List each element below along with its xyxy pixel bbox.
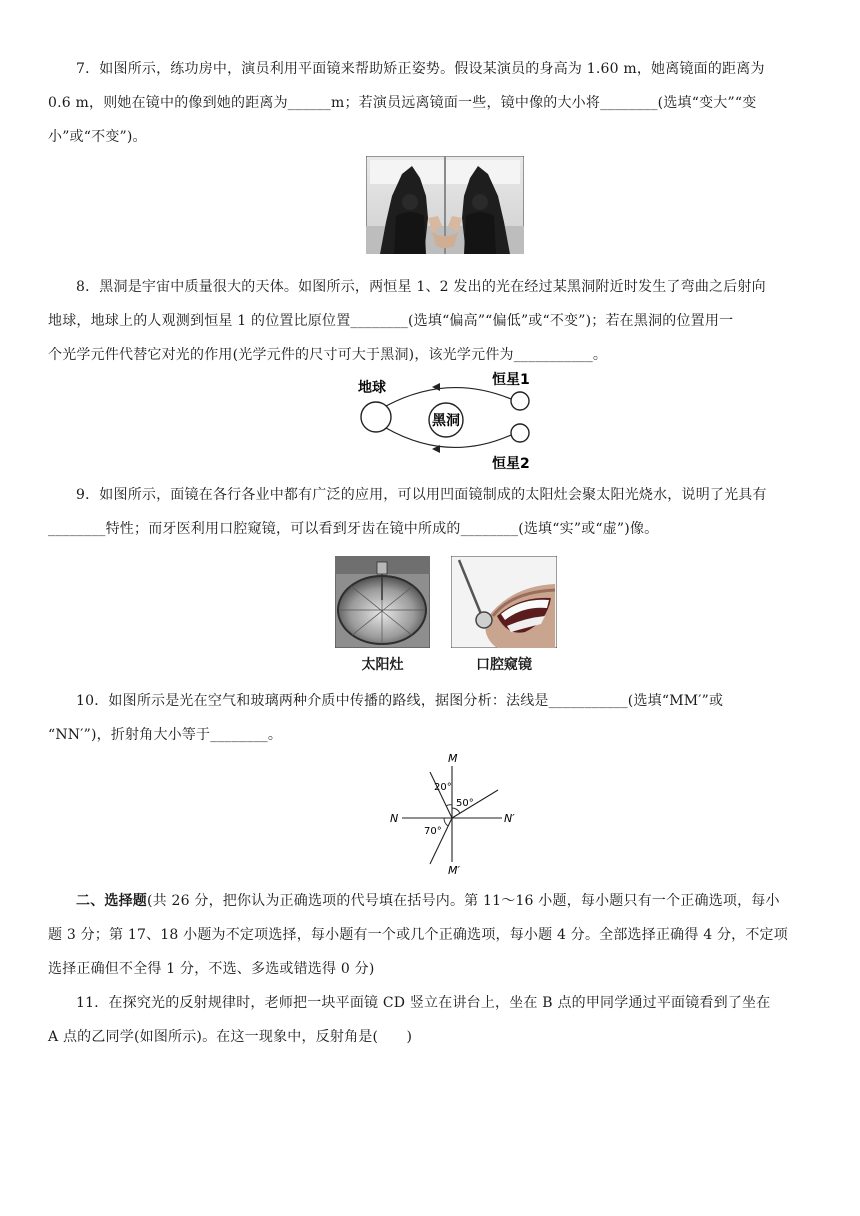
ray-lower-left bbox=[430, 818, 452, 864]
earth-circle bbox=[361, 402, 391, 432]
question-9 bbox=[48, 478, 812, 546]
question-11-line-2: A 点的乙同学(如图所示)。在这一现象中，反射角是( ) bbox=[48, 1029, 413, 1045]
black-hole-label: 黑洞 bbox=[432, 413, 460, 429]
question-7 bbox=[48, 52, 812, 154]
angle-20-label: 20° bbox=[434, 782, 452, 793]
question-10-line-2: “NN′”)，折射角大小等于________。 bbox=[48, 727, 283, 743]
question-8-line-2: 地球，地球上的人观测到恒星 1 的位置比原位置________(选填“偏高”“偏低”或“不变”)；若在黑洞的位置用一 bbox=[48, 313, 734, 329]
label-m-prime: M′ bbox=[448, 864, 460, 877]
angle-50-label: 50° bbox=[456, 798, 474, 809]
question-11-line-1: 11．在探究光的反射规律时，老师把一块平面镜 CD 竖立在讲台上，坐在 B 点的甲同学通过平面镜看到了坐在 bbox=[76, 995, 771, 1011]
question-9-line-1: 9．如图所示，面镜在各行各业中都有广泛的应用，可以用凹面镜制成的太阳灶会聚太阳光烧水，说明了光具有 bbox=[76, 487, 767, 503]
question-10-line-1: 10．如图所示是光在空气和玻璃两种介质中传播的路线，据图分析：法线是___________(选填“MM′”或 bbox=[76, 693, 724, 709]
question-9-line-2: ________特性；而牙医利用口腔窥镜，可以看到牙齿在镜中所成的________(选填“实”或“虚”)像。 bbox=[48, 521, 659, 537]
arc-20 bbox=[446, 805, 452, 806]
dancer-mirror-photo bbox=[366, 156, 524, 254]
question-8-line-1: 8．黑洞是宇宙中质量很大的天体。如图所示，两恒星 1、2 发出的光在经过某黑洞附近时发生了弯曲之后射向 bbox=[76, 279, 766, 295]
label-n: N bbox=[390, 812, 399, 825]
question-8 bbox=[48, 270, 812, 372]
star-1-label: 恒星1 bbox=[492, 372, 530, 388]
star-1-circle bbox=[511, 392, 529, 410]
light-path-lower bbox=[386, 428, 511, 447]
section-2-line-2: 题 3 分；第 17、18 小题为不定项选择，每小题有一个或几个正确选项，每小题 4 分。全部选择正确得 4 分，不定项 bbox=[48, 927, 788, 943]
question-7-line-1: 7．如图所示，练功房中，演员利用平面镜来帮助矫正姿势。假设某演员的身高为 1.60 m，她离镜面的距离为 bbox=[76, 61, 765, 77]
label-n-prime: N′ bbox=[504, 812, 515, 825]
section-2 bbox=[48, 884, 812, 986]
refraction-diagram bbox=[388, 750, 528, 878]
label-m: M bbox=[448, 752, 458, 765]
dental-mirror-photo bbox=[451, 556, 557, 648]
section-2-line-1-rest: (共 26 分，把你认为正确选项的代号填在括号内。第 11～16 小题，每小题只有一个正确选项，每小 bbox=[147, 893, 780, 909]
solar-cooker-photo bbox=[335, 556, 430, 648]
question-7-line-2: 0.6 m，则她在镜中的像到她的距离为______m；若演员远离镜面一些，镜中像的大小将________(选填“变大”“变 bbox=[48, 95, 757, 111]
black-hole-diagram bbox=[352, 368, 542, 474]
arc-70 bbox=[444, 818, 448, 826]
section-2-line-3: 选择正确但不全得 1 分，不选、多选或错选得 0 分) bbox=[48, 961, 375, 977]
star-2-label: 恒星2 bbox=[492, 456, 530, 472]
star-2-circle bbox=[511, 424, 529, 442]
question-7-line-3: 小”或“不变”)。 bbox=[48, 129, 147, 145]
question-8-line-3: 个光学元件代替它对光的作用(光学元件的尺寸可大于黑洞)，该光学元件为___________。 bbox=[48, 347, 608, 363]
earth-label: 地球 bbox=[358, 380, 386, 396]
section-2-heading: 二、选择题 bbox=[76, 893, 147, 909]
question-11 bbox=[48, 986, 812, 1054]
question-10 bbox=[48, 684, 812, 752]
ray-upper-left bbox=[430, 772, 452, 818]
section-2-line-1 bbox=[48, 884, 812, 918]
dental-mirror-caption: 口腔窥镜 bbox=[476, 657, 532, 673]
solar-cooker-caption: 太阳灶 bbox=[361, 657, 404, 673]
angle-70-label: 70° bbox=[424, 826, 442, 837]
